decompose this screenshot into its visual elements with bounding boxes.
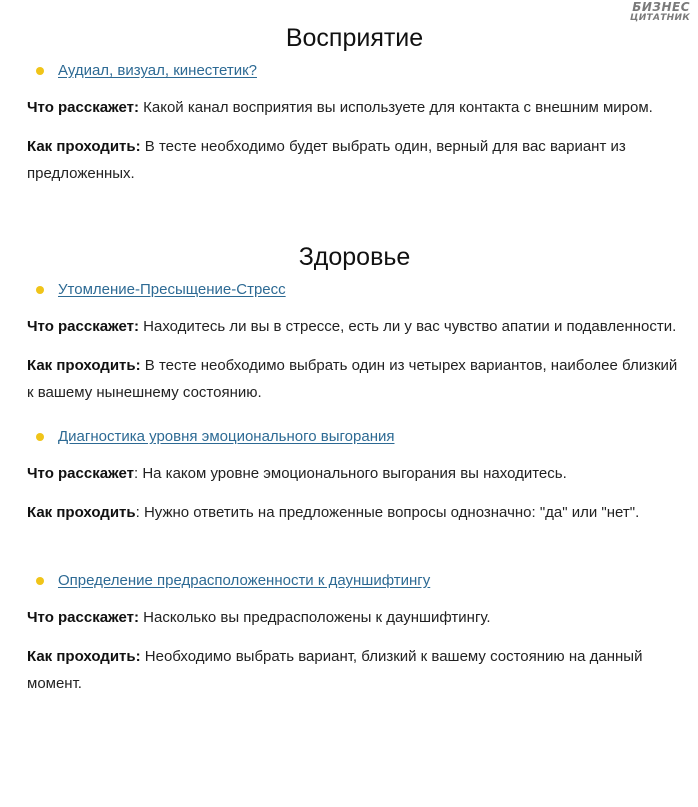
section-health xyxy=(27,241,682,697)
watermark-line-2: ЦИТАТНИК xyxy=(630,13,690,23)
what-label: Что расскажет: xyxy=(27,318,139,335)
what-it-tells xyxy=(27,94,682,121)
what-text: Находитесь ли вы в стрессе, есть ли у вас чувство апатии и подавленности. xyxy=(143,318,677,335)
how-label: Как проходить xyxy=(27,504,136,521)
bullet-icon xyxy=(36,433,44,441)
how-to-take xyxy=(27,643,682,697)
article-content xyxy=(27,22,682,697)
what-label: Что расскажет xyxy=(27,465,134,482)
bullet-icon xyxy=(36,577,44,585)
what-it-tells xyxy=(27,313,682,340)
how-text: Необходимо выбрать вариант, близкий к вашему состоянию на данный момент. xyxy=(27,648,643,692)
what-it-tells xyxy=(27,460,682,487)
list-item xyxy=(27,277,682,303)
what-text: : На каком уровне эмоционального выгорания вы находитесь. xyxy=(134,465,567,482)
how-to-take xyxy=(27,352,682,406)
list-item xyxy=(27,58,682,84)
how-label: Как проходить: xyxy=(27,138,141,155)
test-link[interactable]: Определение предрасположенности к дауншифтингу xyxy=(58,572,431,589)
list-item xyxy=(27,424,682,450)
how-to-take xyxy=(27,133,682,187)
what-label: Что расскажет: xyxy=(27,609,139,626)
what-label: Что расскажет: xyxy=(27,99,139,116)
how-text: В тесте необходимо выбрать один из четырех вариантов, наиболее близкий к вашему нынешнему состоянию. xyxy=(27,357,678,401)
what-text: Насколько вы предрасположены к дауншифтингу. xyxy=(143,609,491,626)
section-title: Здоровье xyxy=(298,243,411,271)
how-text: : Нужно ответить на предложенные вопросы однозначно: "да" или "нет". xyxy=(135,504,640,521)
how-to-take xyxy=(27,499,682,526)
test-link[interactable]: Диагностика уровня эмоционального выгорания xyxy=(58,428,395,445)
logo-watermark xyxy=(612,1,690,23)
bullet-icon xyxy=(36,286,44,294)
what-it-tells xyxy=(27,604,682,631)
list-item xyxy=(27,568,682,594)
test-link[interactable]: Утомление-Пресыщение-Стресс xyxy=(58,281,286,298)
how-label: Как проходить: xyxy=(27,357,141,374)
bullet-icon xyxy=(36,67,44,75)
section-title: Восприятие xyxy=(285,24,424,52)
section-perception xyxy=(27,22,682,187)
test-link[interactable]: Аудиал, визуал, кинестетик? xyxy=(58,62,257,79)
how-label: Как проходить: xyxy=(27,648,141,665)
watermark-line-1: БИЗНЕС xyxy=(632,0,690,14)
what-text: Какой канал восприятия вы используете для контакта с внешним миром. xyxy=(143,99,653,116)
how-text: В тесте необходимо будет выбрать один, верный для вас вариант из предложенных. xyxy=(27,138,626,182)
